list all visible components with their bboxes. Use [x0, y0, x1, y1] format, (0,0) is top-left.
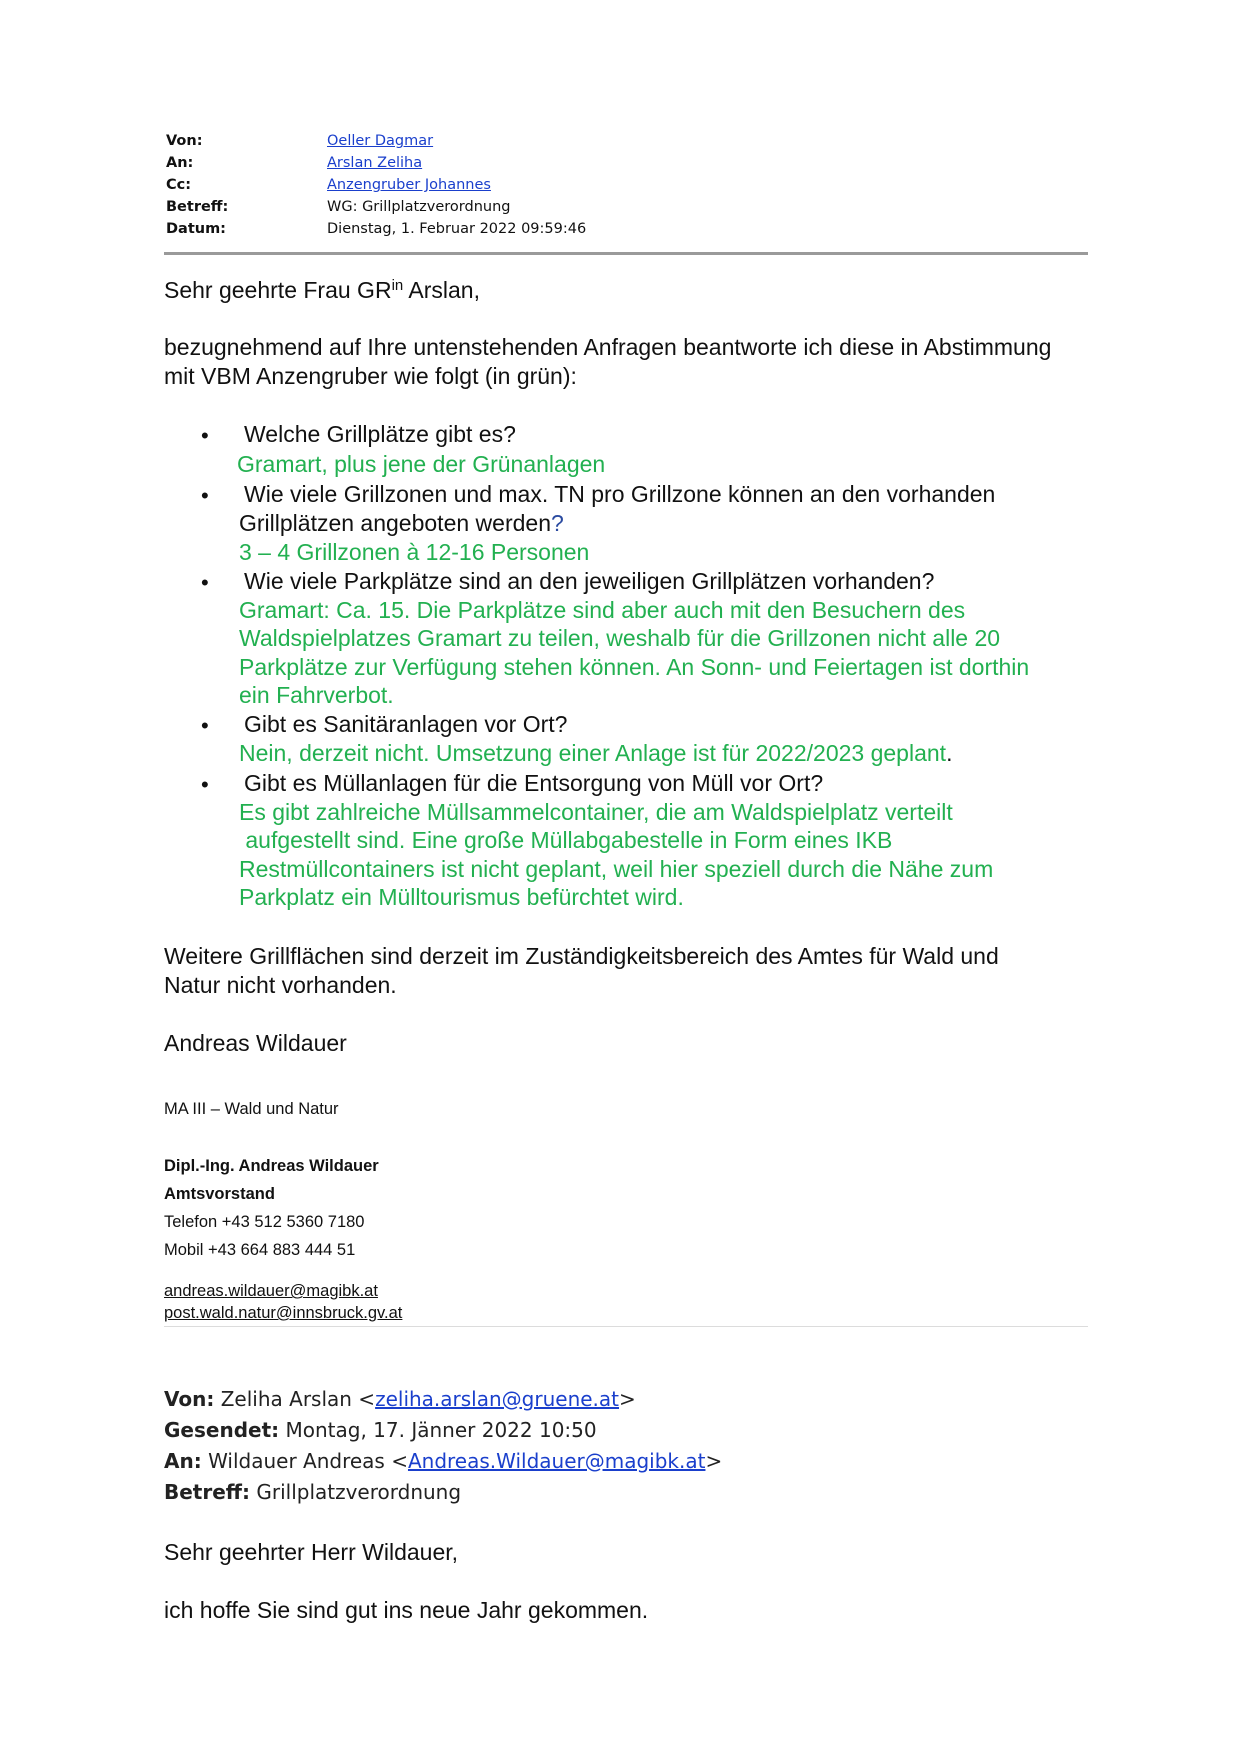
original-greeting: Sehr geehrter Herr Wildauer, — [164, 1539, 459, 1565]
original-from-email[interactable]: zeliha.arslan@gruene.at — [375, 1387, 620, 1411]
answer: 3 – 4 Grillzonen à 12-16 Personen — [239, 539, 590, 565]
answer: Nein, derzeit nicht. Umsetzung einer Anlage ist für 2022/2023 geplant. — [239, 740, 953, 766]
sender-name: Andreas Wildauer — [164, 1030, 347, 1056]
signature-name: Dipl.-Ing. Andreas Wildauer — [164, 1157, 379, 1175]
closing-line-1: Weitere Grillflächen sind derzeit im Zuständigkeitsbereich des Amtes für Wald und — [164, 943, 999, 969]
message-divider — [164, 1326, 1088, 1327]
date-label: Datum: — [166, 221, 226, 237]
question: Gibt es Müllanlagen für die Entsorgung von Müll vor Ort? — [244, 770, 824, 796]
bullet: • — [201, 772, 209, 797]
original-subject: Betreff: Grillplatzverordnung — [164, 1480, 462, 1504]
original-to-email[interactable]: Andreas.Wildauer@magibk.at — [407, 1449, 706, 1473]
original-sent: Gesendet: Montag, 17. Jänner 2022 10:50 — [164, 1418, 597, 1442]
subject-label: Betreff: — [166, 199, 229, 215]
closing-line-2: Natur nicht vorhanden. — [164, 972, 397, 998]
original-to: An: Wildauer Andreas <Andreas.Wildauer@magibk.at> — [164, 1449, 723, 1473]
from-label: Von: — [166, 133, 203, 149]
answer-line: Waldspielplatzes Gramart zu teilen, weshalb für die Grillzonen nicht alle 20 — [239, 625, 1001, 651]
signature-phone: Telefon +43 512 5360 7180 — [164, 1213, 365, 1231]
to-link[interactable]: Arslan Zeliha — [327, 155, 423, 171]
cc-link[interactable]: Anzengruber Johannes — [327, 177, 491, 193]
answer: Gramart, plus jene der Grünanlagen — [237, 451, 606, 477]
from-link[interactable]: Oeller Dagmar — [327, 133, 434, 149]
bullet: • — [201, 713, 209, 738]
greeting: Sehr geehrte Frau $GR^{in}$ Arslan, — [164, 277, 480, 303]
answer-line: Parkplätze zur Verfügung stehen können. An Sonn- und Feiertagen ist dorthin — [239, 654, 1030, 680]
answer-line: Parkplatz ein Mülltourismus befürchtet wird. — [239, 884, 684, 910]
answer-line: aufgestellt sind. Eine große Müllabgabestelle in Form eines IKB — [239, 827, 893, 853]
cc-label: Cc: — [166, 177, 192, 193]
subject-value: WG: Grillplatzverordnung — [327, 199, 511, 215]
header-divider — [164, 252, 1088, 255]
question: Welche Grillplätze gibt es? — [244, 421, 516, 447]
answer-line: Gramart: Ca. 15. Die Parkplätze sind aber auch mit den Besuchern des — [239, 597, 966, 623]
answer-line: Restmüllcontainers ist nicht geplant, weil hier speziell durch die Nähe zum — [239, 856, 994, 882]
answer-line: Es gibt zahlreiche Müllsammelcontainer, die am Waldspielplatz verteilt — [239, 799, 953, 825]
original-from: Von: Zeliha Arslan <zeliha.arslan@gruene.at> — [164, 1387, 636, 1411]
signature-role: Amtsvorstand — [164, 1185, 275, 1203]
intro-line-1: bezugnehmend auf Ihre untenstehenden Anfragen beantworte ich diese in Abstimmung — [164, 334, 1052, 360]
question: Gibt es Sanitäranlagen vor Ort? — [244, 711, 568, 737]
bullet: • — [201, 423, 209, 448]
answer-line: ein Fahrverbot. — [239, 682, 394, 708]
signature-email-1[interactable]: andreas.wildauer@magibk.at — [164, 1282, 378, 1300]
original-line-1: ich hoffe Sie sind gut ins neue Jahr gekommen. — [164, 1597, 649, 1623]
date-value: Dienstag, 1. Februar 2022 09:59:46 — [327, 221, 587, 237]
bullet: • — [201, 483, 209, 508]
question: Wie viele Grillzonen und max. TN pro Grillzone können an den vorhanden — [244, 481, 996, 507]
signature-mobile: Mobil +43 664 883 444 51 — [164, 1241, 356, 1259]
signature-email-2[interactable]: post.wald.natur@innsbruck.gv.at — [164, 1304, 403, 1322]
question-cont: Grillplätzen angeboten werden? — [239, 510, 564, 536]
bullet: • — [201, 570, 209, 595]
intro-line-2: mit VBM Anzengruber wie folgt (in grün): — [164, 363, 577, 389]
to-label: An: — [166, 155, 194, 171]
signature-department: MA III – Wald und Natur — [164, 1100, 339, 1118]
question: Wie viele Parkplätze sind an den jeweiligen Grillplätzen vorhanden? — [244, 568, 935, 594]
